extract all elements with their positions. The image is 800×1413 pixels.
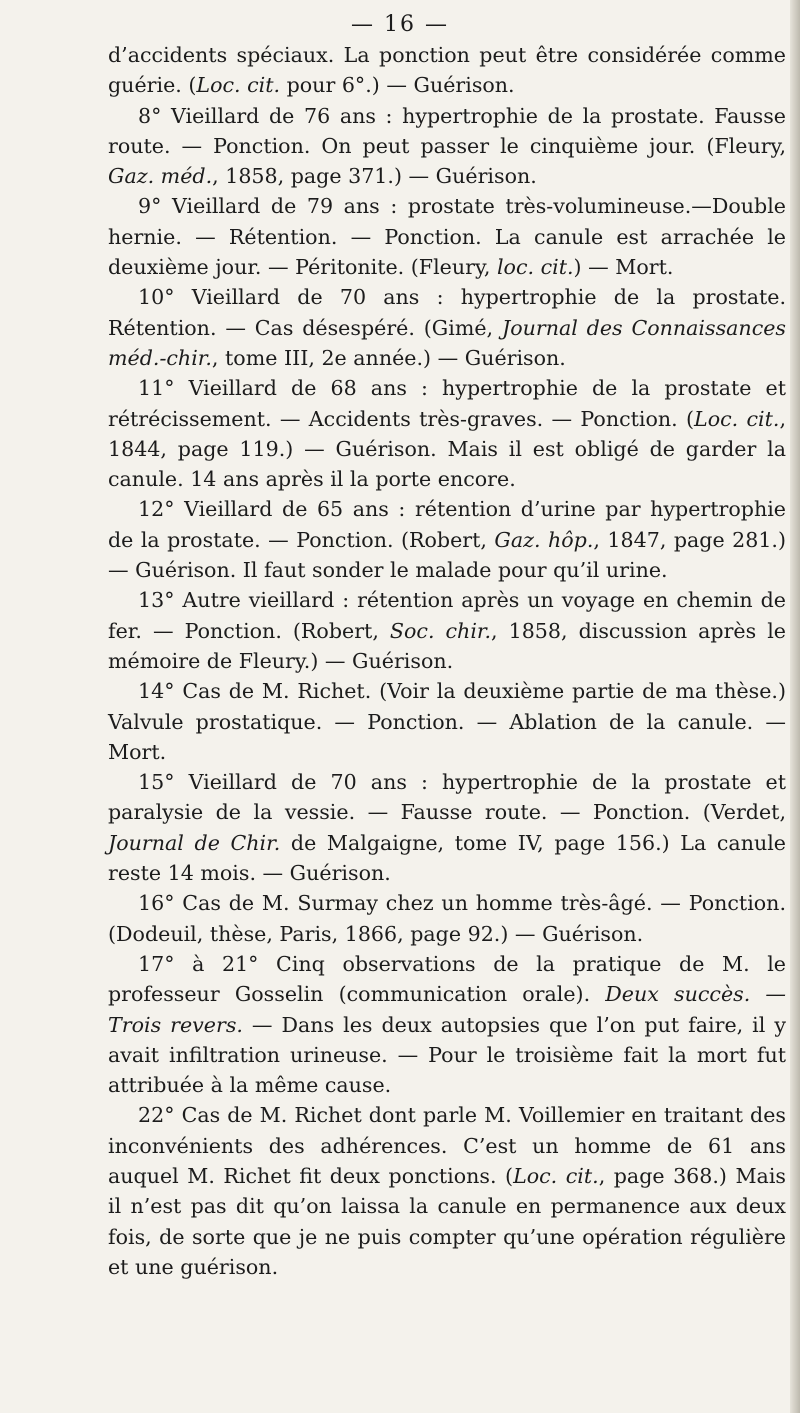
- page-edge: [790, 0, 800, 1413]
- paragraph: d’accidents spéciaux. La ponction peut être considérée comme guérie. (Loc. cit. pour 6°.) — Guérison.: [108, 43, 786, 98]
- citation-italic: Loc. cit.: [694, 406, 780, 431]
- citation-italic: Journal de Chir.: [108, 830, 281, 855]
- observation-17-21: 17° à 21° Cinq observations de la pratique de M. le professeur Gosselin (communication orale). Deux succès. — Trois revers. — Dans les deux autopsies que l’on put faire, il y avait infiltration urineuse. — Pour le troisième fait la mort fut attribuée à la même cause.: [108, 951, 786, 1098]
- citation-italic: loc. cit.: [496, 255, 574, 280]
- citation-italic: Gaz. hôp.: [494, 527, 594, 552]
- observation-16: 16° Cas de M. Surmay chez un homme très-âgé. — Ponction. (Dodeuil, thèse, Paris, 1866, page 92.) — Guérison.: [108, 891, 786, 946]
- citation-italic: Deux succès. — Trois revers.: [108, 982, 786, 1037]
- observation-10: 10° Vieillard de 70 ans : hypertrophie de la prostate. Rétention. — Cas désespéré. (Gimé, Journal des Connaissances méd.-chir., tome III, 2e année.) — Guérison.: [108, 285, 786, 370]
- page-number: — 16 —: [351, 12, 449, 37]
- observation-11: 11° Vieillard de 68 ans : hypertrophie de la prostate et rétrécissement. — Accidents très-graves. — Ponction. (Loc. cit., 1844, page 119.) — Guérison. Mais il est obligé de garder la canule. 14 ans après il la porte encore.: [108, 376, 786, 492]
- citation-italic: Gaz. méd.: [108, 164, 213, 189]
- observation-9: 9° Vieillard de 79 ans : prostate très-volumineuse.—Double hernie. — Rétention. — Ponction. La canule est arrachée le deuxième jour. — Péritonite. (Fleury, loc. cit.) — Mort.: [108, 194, 786, 280]
- observation-14: 14° Cas de M. Richet. (Voir la deuxième partie de ma thèse.) Valvule prostatique. — Ponction. — Ablation de la canule. — Mort.: [108, 679, 786, 764]
- observation-12: 12° Vieillard de 65 ans : rétention d’urine par hypertrophie de la prostate. — Ponction. (Robert, Gaz. hôp., 1847, page 281.)— Guérison. Il faut sonder le malade pour qu’il urine.: [108, 497, 787, 583]
- citation-italic: Soc. chir.: [389, 618, 492, 643]
- citation-italic: Journal des Connaissances méd.-chir.: [108, 315, 786, 370]
- observation-15: 15° Vieillard de 70 ans : hypertrophie de la prostate et paralysie de la vessie. — Fausse route. — Ponction. (Verdet, Journal de Chir. de Malgaigne, tome IV, page 156.) La canule reste 14 mois. — Guérison.: [108, 770, 786, 886]
- observation-22: 22° Cas de M. Richet dont parle M. Voillemier en traitant des inconvénients des adhérences. C’est un homme de 61 ans auquel M. Richet fit deux ponctions. (Loc. cit., page 368.) Mais il n’est pas dit qu’on laissa la canule en permanence aux deux fois, de sorte que je ne puis compter qu’une opération régulière et une guérison.: [108, 1103, 786, 1279]
- citation-italic: Loc. cit.: [196, 73, 281, 98]
- observation-13: 13° Autre vieillard : rétention après un voyage en chemin de fer. — Ponction. (Robert, Soc. chir., 1858, discussion après le mémoire de Fleury.) — Guérison.: [108, 588, 786, 673]
- citation-italic: Loc. cit.: [513, 1163, 599, 1188]
- body-text: [108, 40, 786, 1282]
- observation-8: 8° Vieillard de 76 ans : hypertrophie de la prostate. Fausse route. — Ponction. On peut passer le cinquième jour. (Fleury, Gaz. méd., 1858, page 371.) — Guérison.: [108, 103, 786, 189]
